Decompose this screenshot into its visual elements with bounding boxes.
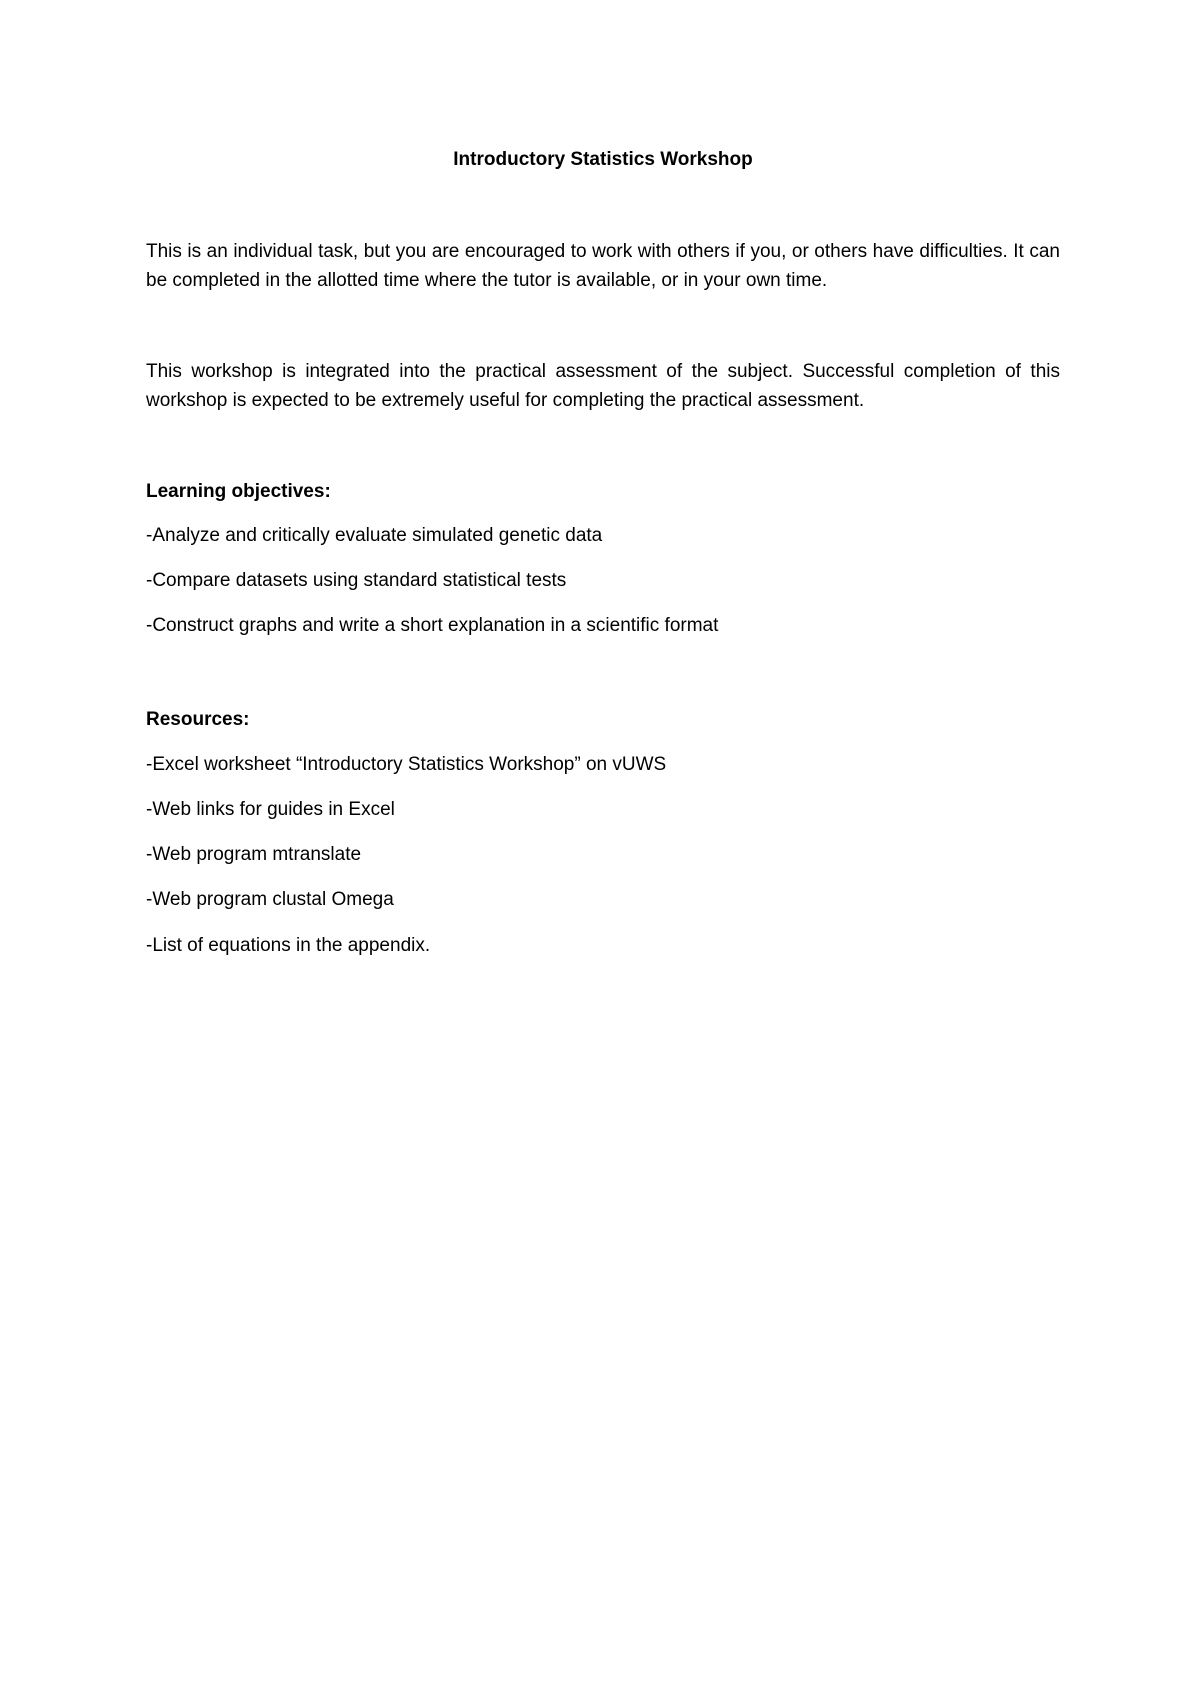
resource-item: -Web links for guides in Excel [146,799,395,820]
intro-paragraph: This is an individual task, but you are encouraged to work with others if you, or others have difficulties. It can be completed in the allotted time where the tutor is available, or in your own time. [146,241,1060,291]
objective-item: -Compare datasets using standard statistical tests [146,570,567,591]
objective-item: -Construct graphs and write a short explanation in a scientific format [146,615,719,636]
resource-item: -Web program mtranslate [146,844,362,865]
resources-heading: Resources: [146,709,250,730]
document-title: Introductory Statistics Workshop [453,149,753,170]
resource-item: -Excel worksheet “Introductory Statistics Workshop” on vUWS [146,754,667,775]
learning-objectives-heading: Learning objectives: [146,481,331,502]
assessment-paragraph: This workshop is integrated into the practical assessment of the subject. Successful completion of this workshop is expected to be extremely useful for completing the practical assessment. [146,361,1060,411]
objective-item: -Analyze and critically evaluate simulated genetic data [146,525,603,546]
resource-item: -List of equations in the appendix. [146,935,431,956]
resource-item: -Web program clustal Omega [146,889,394,910]
